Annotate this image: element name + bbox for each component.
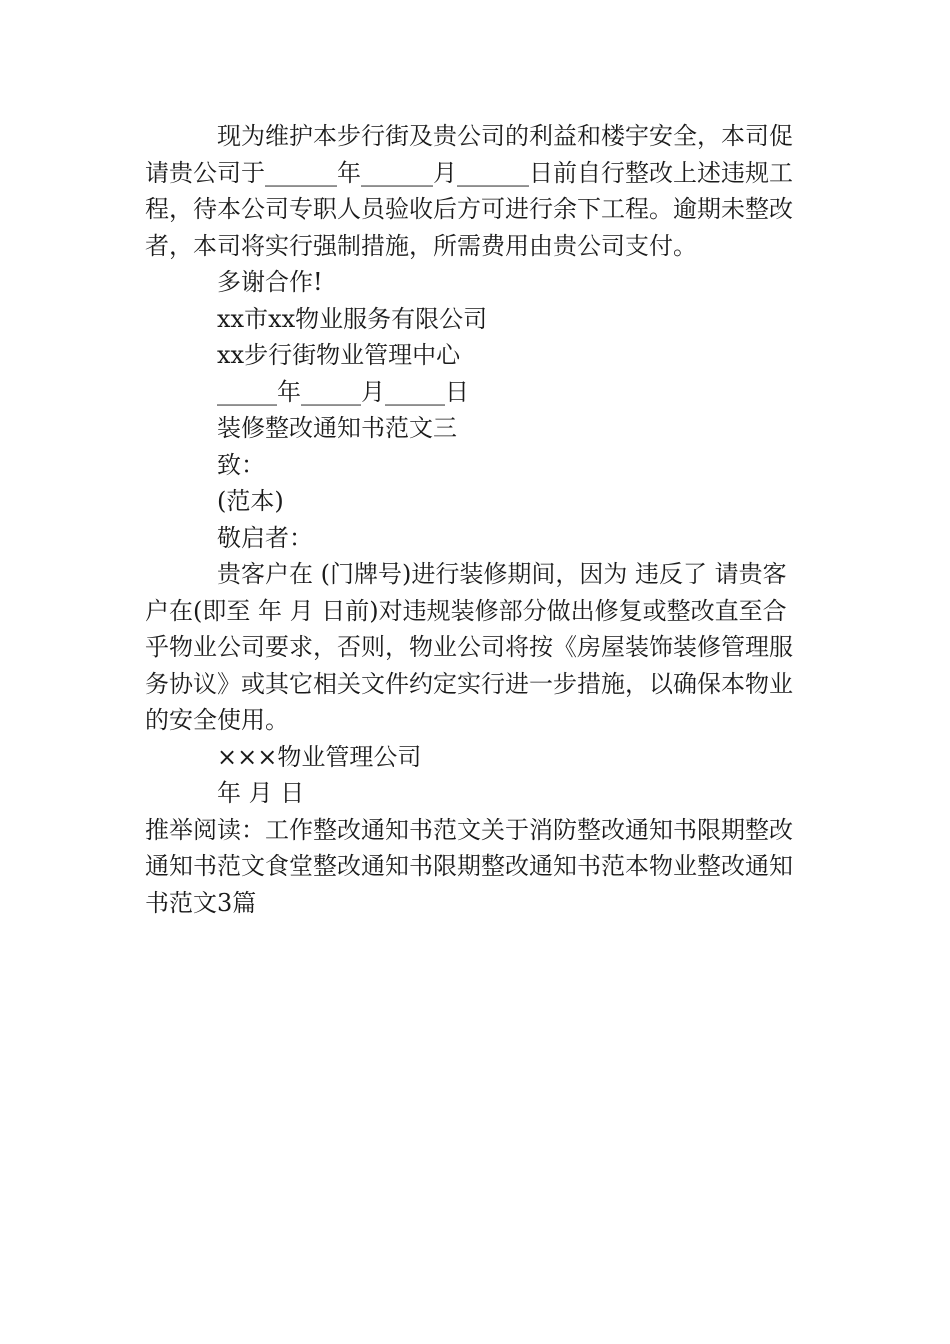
salutation: 敬启者： xyxy=(217,523,313,552)
signature-date: _____年_____月_____日 xyxy=(217,377,469,406)
paragraph-line: 户在(即至 年 月 日前)对违规装修部分做出修复或整改直至合 xyxy=(145,596,787,625)
template-label: (范本) xyxy=(217,487,284,515)
salutation-to: 致： xyxy=(217,450,265,479)
closing-thanks: 多谢合作! xyxy=(217,268,323,296)
document-body xyxy=(145,118,805,921)
recommended-reading: 书范文3篇 xyxy=(145,888,257,917)
paragraph-line: 请贵公司于______年______月______日前自行整改上述违规工 xyxy=(145,158,793,187)
paragraph-line: 的安全使用。 xyxy=(145,706,289,734)
signature-company: ×××物业管理公司 xyxy=(217,742,422,771)
recommended-reading: 通知书范文食堂整改通知书限期整改通知书范本物业整改通知 xyxy=(145,852,793,880)
paragraph-line: 务协议》或其它相关文件约定实行进一步措施，以确保本物业 xyxy=(145,669,793,698)
signature-date: 年 月 日 xyxy=(217,779,305,807)
recommended-reading: 推举阅读：工作整改通知书范文关于消防整改通知书限期整改 xyxy=(145,815,793,844)
signature-company: xx市xx物业服务有限公司 xyxy=(217,304,488,333)
paragraph-line: 现为维护本步行街及贵公司的利益和楼宇安全，本司促 xyxy=(217,122,793,150)
paragraph-line: 乎物业公司要求，否则，物业公司将按《房屋装饰装修管理服 xyxy=(145,633,793,661)
paragraph-line: 者，本司将实行强制措施，所需费用由贵公司支付。 xyxy=(145,231,697,260)
signature-department: xx步行街物业管理中心 xyxy=(217,341,461,369)
section-title: 装修整改通知书范文三 xyxy=(217,414,457,442)
paragraph-line: 程，待本公司专职人员验收后方可进行余下工程。逾期未整改 xyxy=(145,195,793,223)
paragraph-line: 贵客户在 (门牌号)进行装修期间，因为 违反了 请贵客 xyxy=(217,560,787,588)
